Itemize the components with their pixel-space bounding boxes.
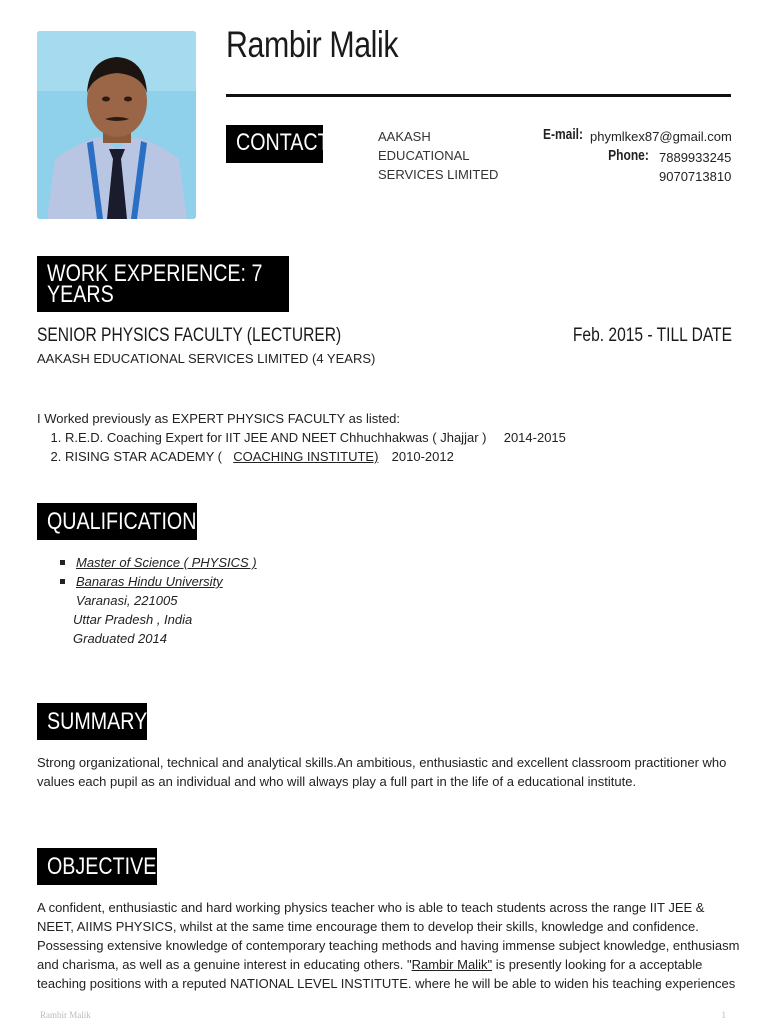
- job-title-text: SENIOR PHYSICS FACULTY (LECTURER): [37, 325, 342, 346]
- job-company: AAKASH EDUCATIONAL SERVICES LIMITED (4 YEARS): [37, 351, 376, 366]
- footer-name: Rambir Malik: [40, 1010, 91, 1020]
- university-link[interactable]: Banaras Hindu University: [76, 574, 223, 589]
- phone-label-wrap: [560, 147, 649, 165]
- email-label: E-mail:: [542, 126, 583, 143]
- footer-page-number: 1: [721, 1010, 726, 1020]
- university-city: Varanasi, 221005: [76, 593, 178, 608]
- company-line: AAKASH: [378, 129, 431, 144]
- degree-link[interactable]: Master of Science ( PHYSICS ): [76, 555, 257, 570]
- qualifications-list: [60, 553, 460, 648]
- list-item: [65, 447, 737, 466]
- previous-item-text: RISING STAR ACADEMY (: [65, 449, 222, 464]
- contact-company: [378, 127, 518, 184]
- objectives-text: and charisma, as well as a genuine interest in educating others. ": [37, 957, 412, 972]
- candidate-name: Rambir Malik: [226, 24, 399, 65]
- email-value[interactable]: phymlkex87@gmail.com: [590, 129, 732, 144]
- summary-paragraph: [37, 753, 737, 791]
- job-title: [37, 325, 408, 347]
- graduation-year: Graduated 2014: [73, 631, 167, 646]
- job-date-text: Feb. 2015 - TILL DATE: [572, 325, 732, 346]
- person-portrait-image: [37, 31, 196, 219]
- qualification-bullets: [60, 553, 460, 591]
- email-label-wrap: [520, 126, 583, 144]
- previous-experience: [37, 409, 737, 466]
- objectives-line: teaching positions with a reputed NATIONAL LEVEL INSTITUTE. where he will be able to widen his teaching experiences: [37, 976, 736, 991]
- previous-item-link[interactable]: COACHING INSTITUTE): [233, 449, 379, 464]
- job-date: [538, 325, 732, 347]
- qualifications-heading: [37, 503, 210, 540]
- name-link[interactable]: Rambir Malik": [411, 957, 493, 972]
- objectives-heading-text: OBJECTIVES: [47, 853, 170, 880]
- university-state: Uttar Pradesh , India: [73, 612, 193, 627]
- objectives-line: A confident, enthusiastic and hard working physics teacher who is able to teach students across the range IIT JEE &: [37, 900, 705, 915]
- previous-item-years: 2014-2015: [503, 430, 566, 445]
- summary-line: values each pupil as an individual and who will always play a full part in the life of a educational institute.: [37, 774, 637, 789]
- objectives-line: Possessing extensive knowledge of contemporary teaching methods and having immense subject knowledge, enthusiasm: [37, 938, 740, 953]
- contact-heading: [226, 125, 330, 163]
- previous-item-years: 2010-2012: [391, 449, 454, 464]
- header-divider: [226, 94, 731, 97]
- phone-value-2: 9070713810: [659, 169, 732, 184]
- phone-value-1: 7889933245: [659, 150, 732, 165]
- phone-label: Phone:: [608, 147, 649, 164]
- work-heading-line2: YEARS: [47, 281, 114, 308]
- work-heading-line1: WORK EXPERIENCE: 7: [47, 260, 263, 287]
- company-line: EDUCATIONAL: [378, 148, 470, 163]
- previous-list: [37, 428, 737, 466]
- objectives-line: [37, 955, 747, 974]
- profile-photo: [37, 31, 196, 219]
- company-line: SERVICES LIMITED: [378, 167, 499, 182]
- work-experience-heading: [37, 256, 289, 312]
- list-item: [65, 428, 737, 447]
- objectives-text: is presently looking for a acceptable: [492, 957, 703, 972]
- previous-intro: I Worked previously as EXPERT PHYSICS FACULTY as listed:: [37, 411, 400, 426]
- contact-heading-text: CONTACT: [236, 129, 330, 156]
- objectives-line: NEET, AIIMS PHYSICS, whilst at the same time encourage them to develop their skills, knowledge and confidence.: [37, 919, 699, 934]
- summary-heading: [37, 703, 147, 740]
- list-item: [60, 553, 460, 572]
- objectives-heading: [37, 848, 170, 885]
- previous-item-text: R.E.D. Coaching Expert for IIT JEE AND NEET Chhuchhakwas ( Jhajjar ): [65, 430, 487, 445]
- objectives-paragraph: [37, 898, 747, 993]
- qualifications-heading-text: QUALIFICATIONS: [47, 508, 210, 535]
- list-item: [60, 572, 460, 591]
- summary-line: Strong organizational, technical and analytical skills.An ambitious, enthusiastic and excellent classroom practitioner who: [37, 755, 727, 770]
- summary-heading-text: SUMMARY: [47, 708, 148, 735]
